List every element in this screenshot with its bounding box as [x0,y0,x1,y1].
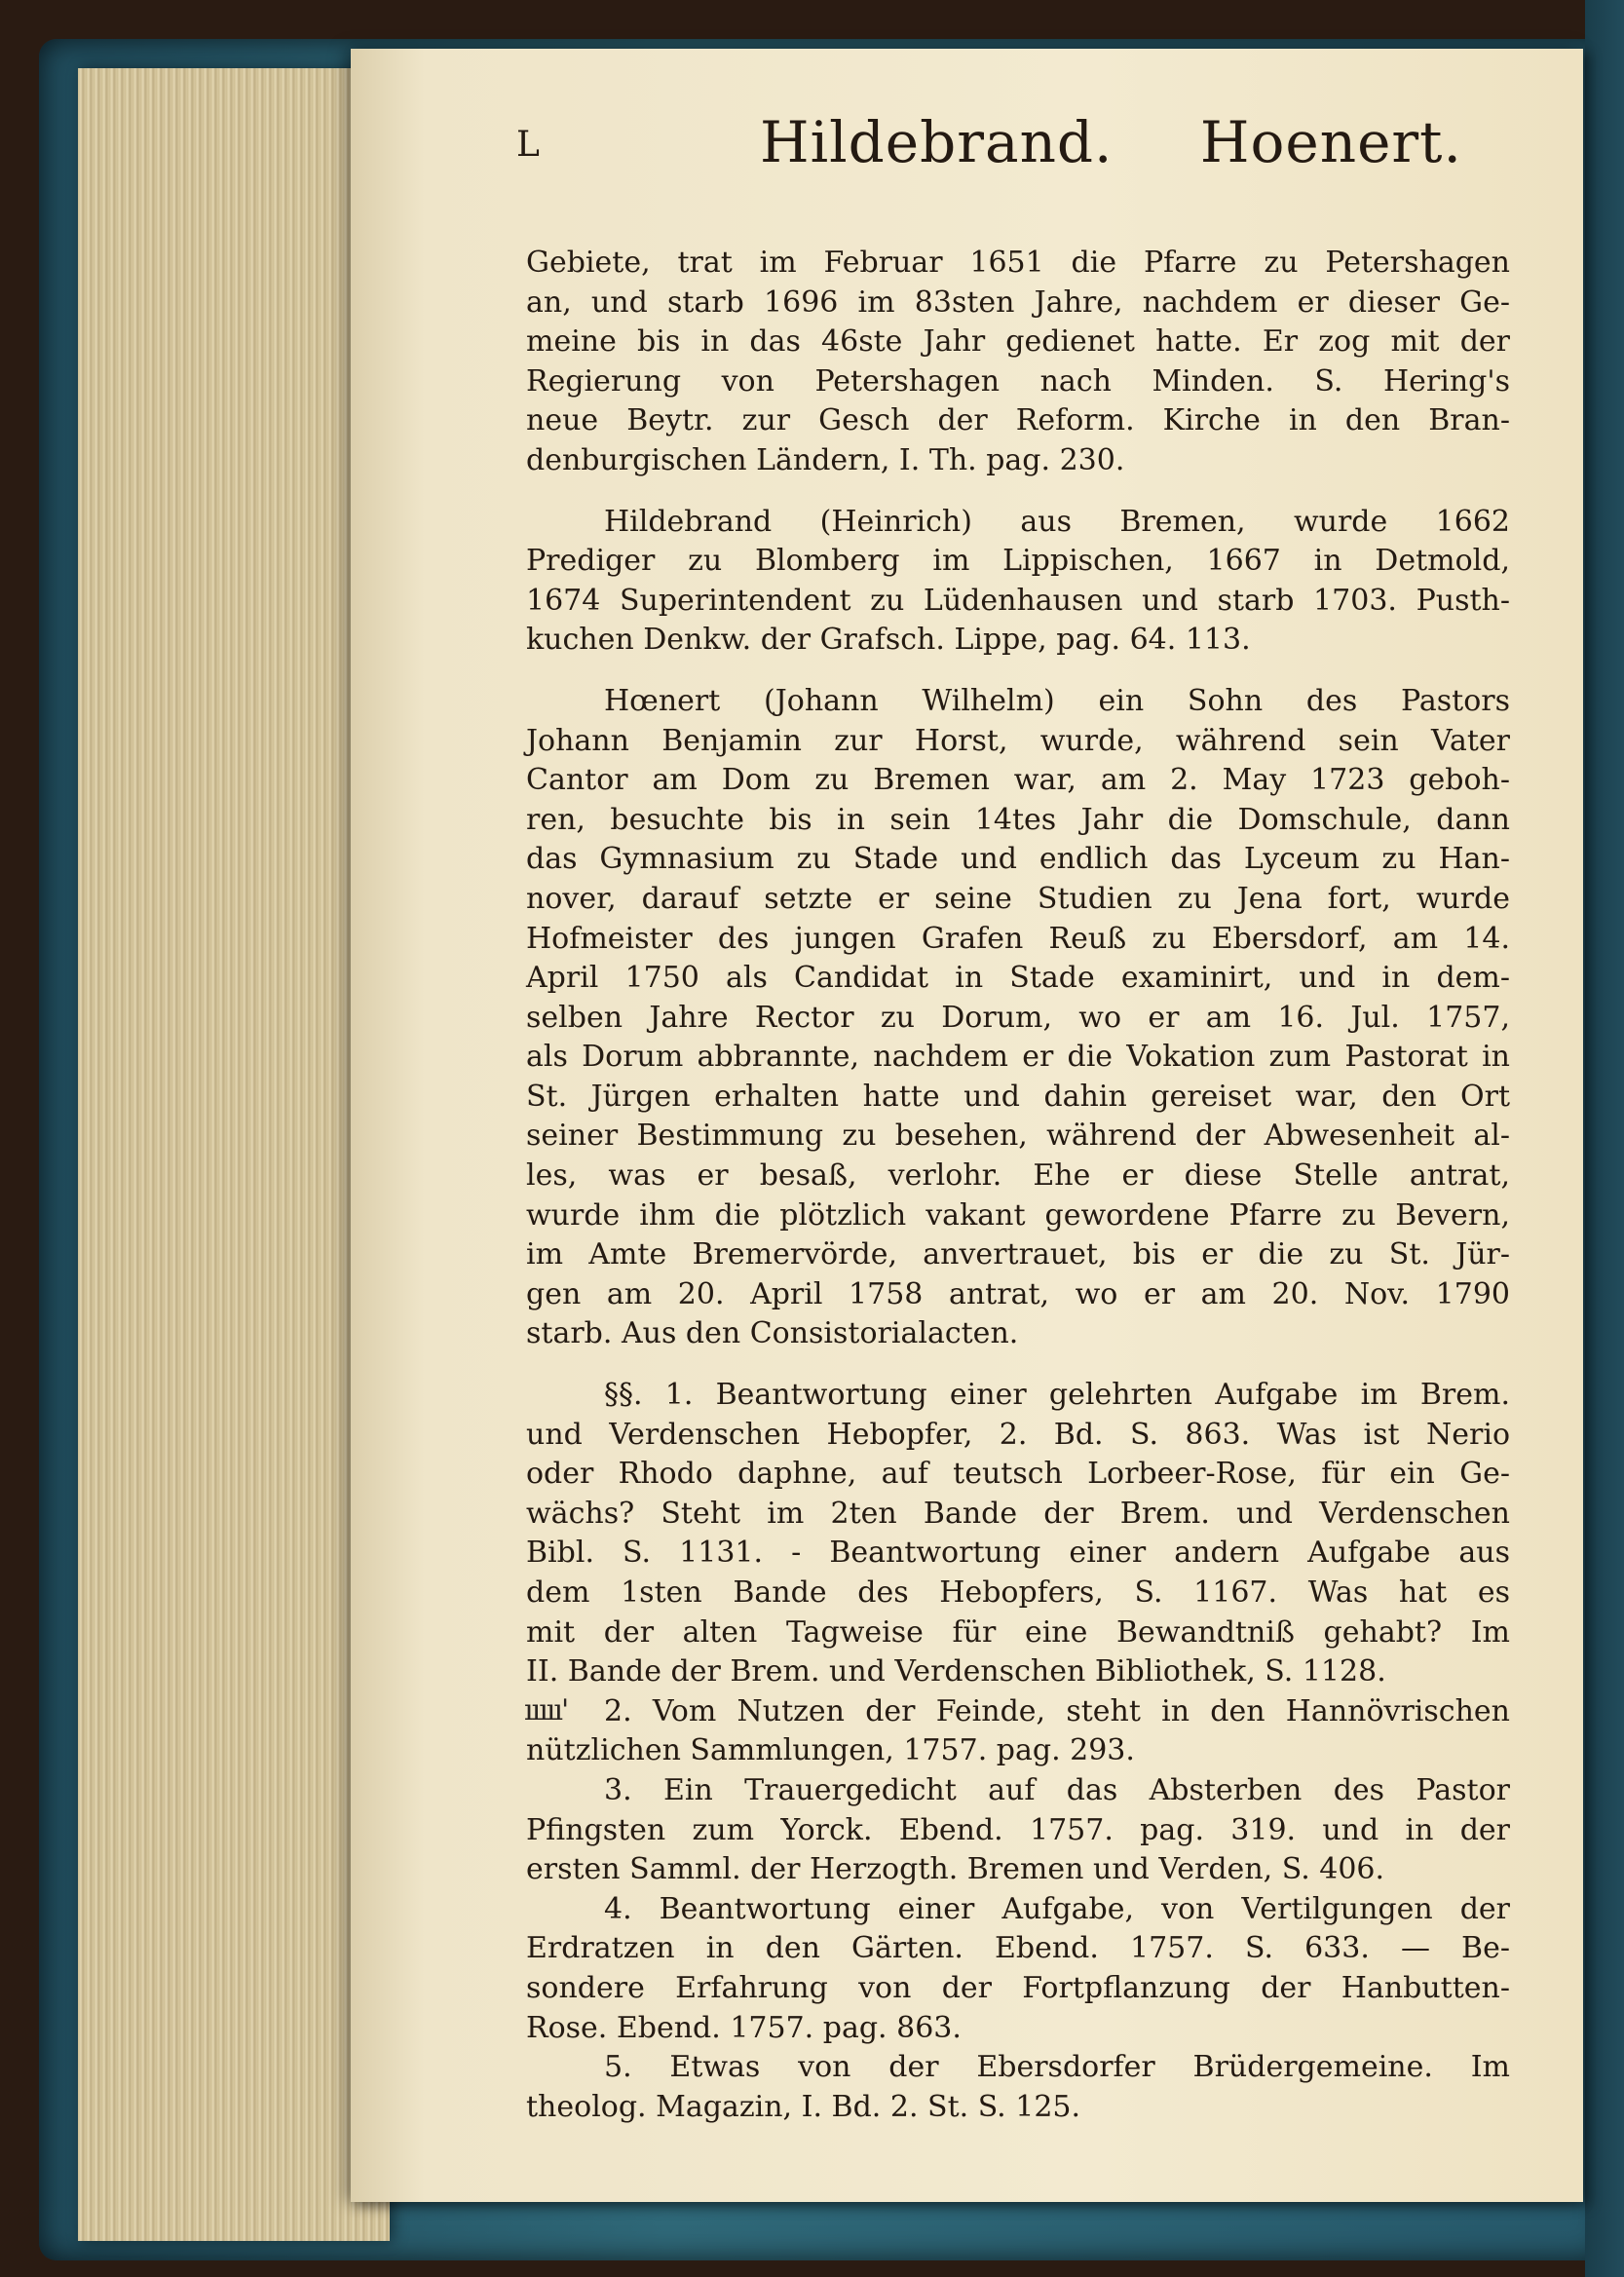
text-line: Gebiete, trat im Februar 1651 die Pfarre zu Petershagen [526,246,1510,280]
text-line: wächs? Steht im 2ten Bande der Brem. und Verdenschen [526,1496,1510,1531]
page-edges [78,68,390,2241]
text-line: theolog. Magazin, I. Bd. 2. St. S. 125. [526,2089,1081,2124]
text-line: Erdratzen in den Gärten. Ebend. 1757. S. 633. — Be- [526,1931,1510,1966]
running-head [760,109,1530,175]
text-line: seiner Bestimmung zu besehen, während der Abwesenheit al- [526,1119,1510,1154]
text-line: Cantor am Dom zu Bremen war, am 2. May 1723 geboh- [526,763,1510,798]
text-line: Bibl. S. 1131. - Beantwortung einer andern Aufgabe aus [526,1536,1510,1571]
text-line: April 1750 als Candidat in Stade examinirt, und in dem- [526,961,1510,996]
text-line: selben Jahre Rector zu Dorum, wo er am 16. Jul. 1757, [526,1000,1510,1035]
text-line: Hœnert (Johann Wilhelm) ein Sohn des Pastors [604,683,1510,718]
text-line: starb. Aus den Consistorialacten. [526,1316,1019,1351]
text-line: gen am 20. April 1758 antrat, wo er am 20. Nov. 1790 [526,1276,1510,1311]
text-line: ren, besuchte bis in sein 14tes Jahr die Domschule, dann [526,802,1510,837]
text-line: Hofmeister des jungen Grafen Reuß zu Ebersdorf, am 14. [526,921,1510,956]
text-line: 3. Ein Trauergedicht auf das Absterben des Pastor [604,1772,1510,1807]
paragraph [526,682,1510,1354]
paragraph-gap [526,481,1510,503]
text-line: Johann Benjamin zur Horst, wurde, während sein Vater [526,723,1510,758]
text-line: dem 1sten Bande des Hebopfers, S. 1167. Was hat es [526,1575,1510,1610]
text-line: nover, darauf setzte er seine Studien zu Jena fort, wurde [526,881,1510,916]
paragraph [526,503,1510,661]
text-line: an, und starb 1696 im 83sten Jahre, nachdem er dieser Ge- [526,285,1510,320]
book-page [351,49,1583,2202]
text-line: denburgischen Ländern, I. Th. pag. 230. [526,442,1125,477]
text-line: Prediger zu Blomberg im Lippischen, 1667 in Detmold, [526,544,1510,579]
text-line: und Verdenschen Hebopfer, 2. Bd. S. 863. Was ist Nerio [526,1417,1510,1452]
text-line: §§. 1. Beantwortung einer gelehrten Aufgabe im Brem. [604,1378,1510,1413]
running-head-left: Hildebrand. [760,109,1114,175]
paragraph [526,244,1510,481]
body-text [526,244,1510,2127]
text-line: meine bis in das 46ste Jahr gedienet hatte. Er zog mit der [526,324,1510,360]
text-line: St. Jürgen erhalten hatte und dahin gereiset war, den Ort [526,1079,1510,1114]
paragraph [526,2048,1510,2127]
text-line: ersten Samml. der Herzogth. Bremen und Verden, S. 406. [526,1852,1385,1887]
paragraph [526,1376,1510,1692]
text-line: 2. Vom Nutzen der Feinde, steht in den Hannövrischen [604,1693,1510,1728]
text-line: Hildebrand (Heinrich) aus Bremen, wurde 1662 [604,504,1510,539]
paragraph [526,1890,1510,2048]
text-line: als Dorum abbrannte, nachdem er die Vokation zum Pastorat in [526,1040,1510,1075]
text-line: Regierung von Petershagen nach Minden. S. Hering's [526,363,1510,398]
text-line: neue Beytr. zur Gesch der Reform. Kirche in den Bran- [526,403,1510,438]
running-head-right: Hoenert. [1199,109,1462,175]
text-line: kuchen Denkw. der Grafsch. Lippe, pag. 64. 113. [526,623,1251,658]
text-line: oder Rhodo daphne, auf teutsch Lorbeer-Rose, für ein Ge- [526,1457,1510,1492]
text-line: wurde ihm die plötzlich vakant gewordene Pfarre zu Bevern, [526,1197,1510,1233]
paragraph [526,1692,1510,1771]
text-line: nützlichen Sammlungen, 1757. pag. 293. [526,1733,1135,1768]
page-number: L [516,125,540,165]
margin-marks: ııııı' [524,1693,568,1727]
cover-edge [1585,0,1624,2277]
text-line: 4. Beantwortung einer Aufgabe, von Vertilgungen der [604,1891,1510,1926]
paragraph [526,1771,1510,1890]
paragraph-gap [526,1354,1510,1376]
text-line: II. Bande der Brem. und Verdenschen Bibliothek, S. 1128. [526,1654,1386,1689]
text-line: im Amte Bremervörde, anvertrauet, bis er die zu St. Jür- [526,1237,1510,1272]
text-line: das Gymnasium zu Stade und endlich das Lyceum zu Han- [526,842,1510,877]
text-line: mit der alten Tagweise für eine Bewandtniß gehabt? Im [526,1614,1510,1650]
paragraph-gap [526,661,1510,682]
text-line: 5. Etwas von der Ebersdorfer Brüdergemeine. Im [604,2050,1510,2085]
text-line: Rose. Ebend. 1757. pag. 863. [526,2010,962,2045]
text-line: Pfingsten zum Yorck. Ebend. 1757. pag. 319. und in der [526,1812,1510,1847]
text-line: sondere Erfahrung von der Fortpflanzung der Hanbutten- [526,1970,1510,2005]
text-line: 1674 Superintendent zu Lüdenhausen und starb 1703. Pusth- [526,583,1510,618]
text-line: les, was er besaß, verlohr. Ehe er diese Stelle antrat, [526,1158,1510,1194]
